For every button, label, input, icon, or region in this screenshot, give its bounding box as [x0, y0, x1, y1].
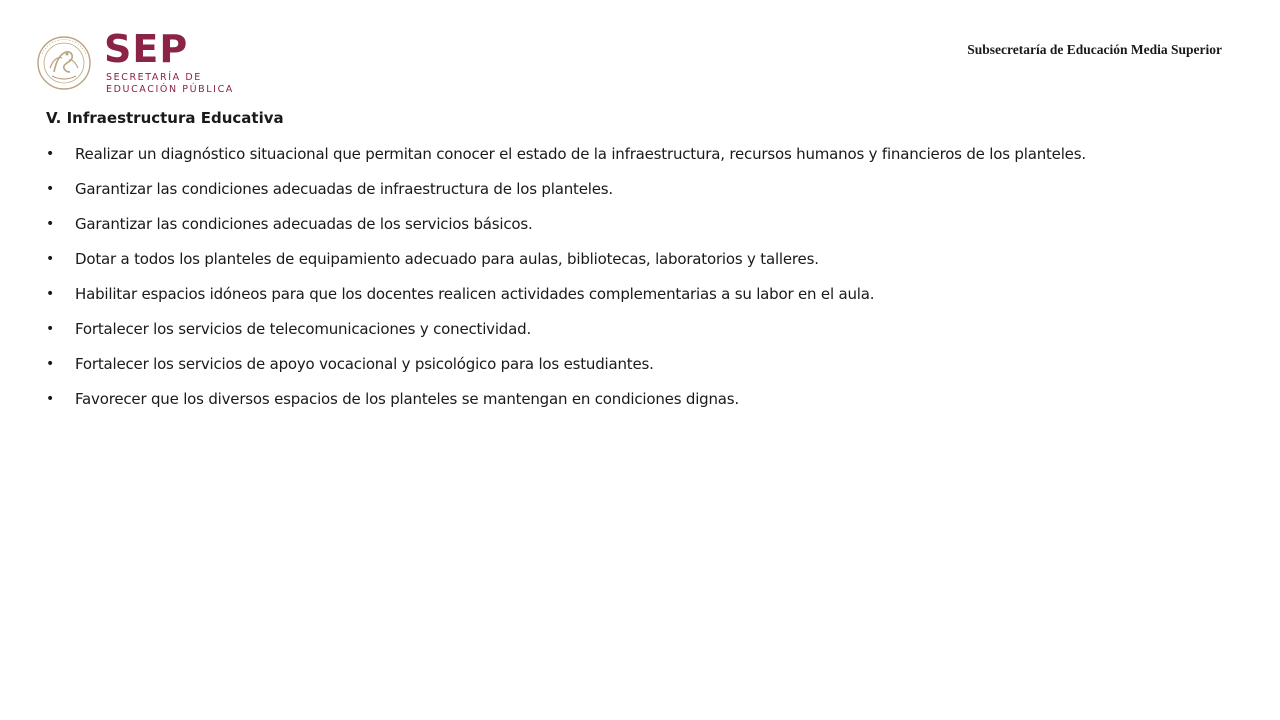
- sep-logo-subtitle-line1: SECRETARÍA DE: [106, 72, 202, 83]
- list-item: [46, 389, 1246, 409]
- list-item-text: Dotar a todos los planteles de equipamiento adecuado para aulas, bibliotecas, laboratorios y talleres.: [75, 250, 819, 268]
- list-item: [46, 319, 1246, 339]
- bullet-dot: •: [46, 356, 55, 372]
- list-item-text: Fortalecer los servicios de apoyo vocacional y psicológico para los estudiantes.: [75, 355, 654, 373]
- section-title: V. Infraestructura Educativa: [46, 109, 284, 127]
- bullet-dot: •: [46, 181, 55, 197]
- list-item-text: Realizar un diagnóstico situacional que permitan conocer el estado de la infraestructura, recursos humanos y financieros de los planteles.: [75, 145, 1086, 163]
- bullet-dot: •: [46, 216, 55, 232]
- sep-logo-subtitle: [106, 72, 234, 96]
- subsecretaria-label: Subsecretaría de Educación Media Superior: [967, 42, 1222, 57]
- list-item-text: Favorecer que los diversos espacios de los planteles se mantengan en condiciones dignas.: [75, 390, 739, 408]
- slide-header: [0, 0, 1280, 100]
- bullet-dot: •: [46, 321, 55, 337]
- slide-content: [46, 108, 1246, 424]
- list-item: [46, 214, 1246, 234]
- list-item-text: Fortalecer los servicios de telecomunicaciones y conectividad.: [75, 320, 532, 338]
- list-item-text: Garantizar las condiciones adecuadas de los servicios básicos.: [75, 215, 533, 233]
- sep-logo-title: SEP: [104, 27, 189, 71]
- bullet-dot: •: [46, 146, 55, 162]
- national-seal-icon: [36, 32, 92, 94]
- bullet-dot: •: [46, 286, 55, 302]
- list-item: [46, 284, 1246, 304]
- bullet-dot: •: [46, 251, 55, 267]
- list-item-text: Garantizar las condiciones adecuadas de infraestructura de los planteles.: [75, 180, 613, 198]
- list-item: [46, 354, 1246, 374]
- bullet-dot: •: [46, 391, 55, 407]
- list-item-text: Habilitar espacios idóneos para que los docentes realicen actividades complementarias a su labor en el aula.: [75, 285, 875, 303]
- sep-logo: [36, 27, 236, 96]
- bullet-list: [46, 144, 1246, 409]
- sep-logo-subtitle-line2: EDUCACIÓN PÚBLICA: [106, 84, 234, 95]
- list-item: [46, 179, 1246, 199]
- list-item: [46, 249, 1246, 269]
- list-item: [46, 144, 1246, 164]
